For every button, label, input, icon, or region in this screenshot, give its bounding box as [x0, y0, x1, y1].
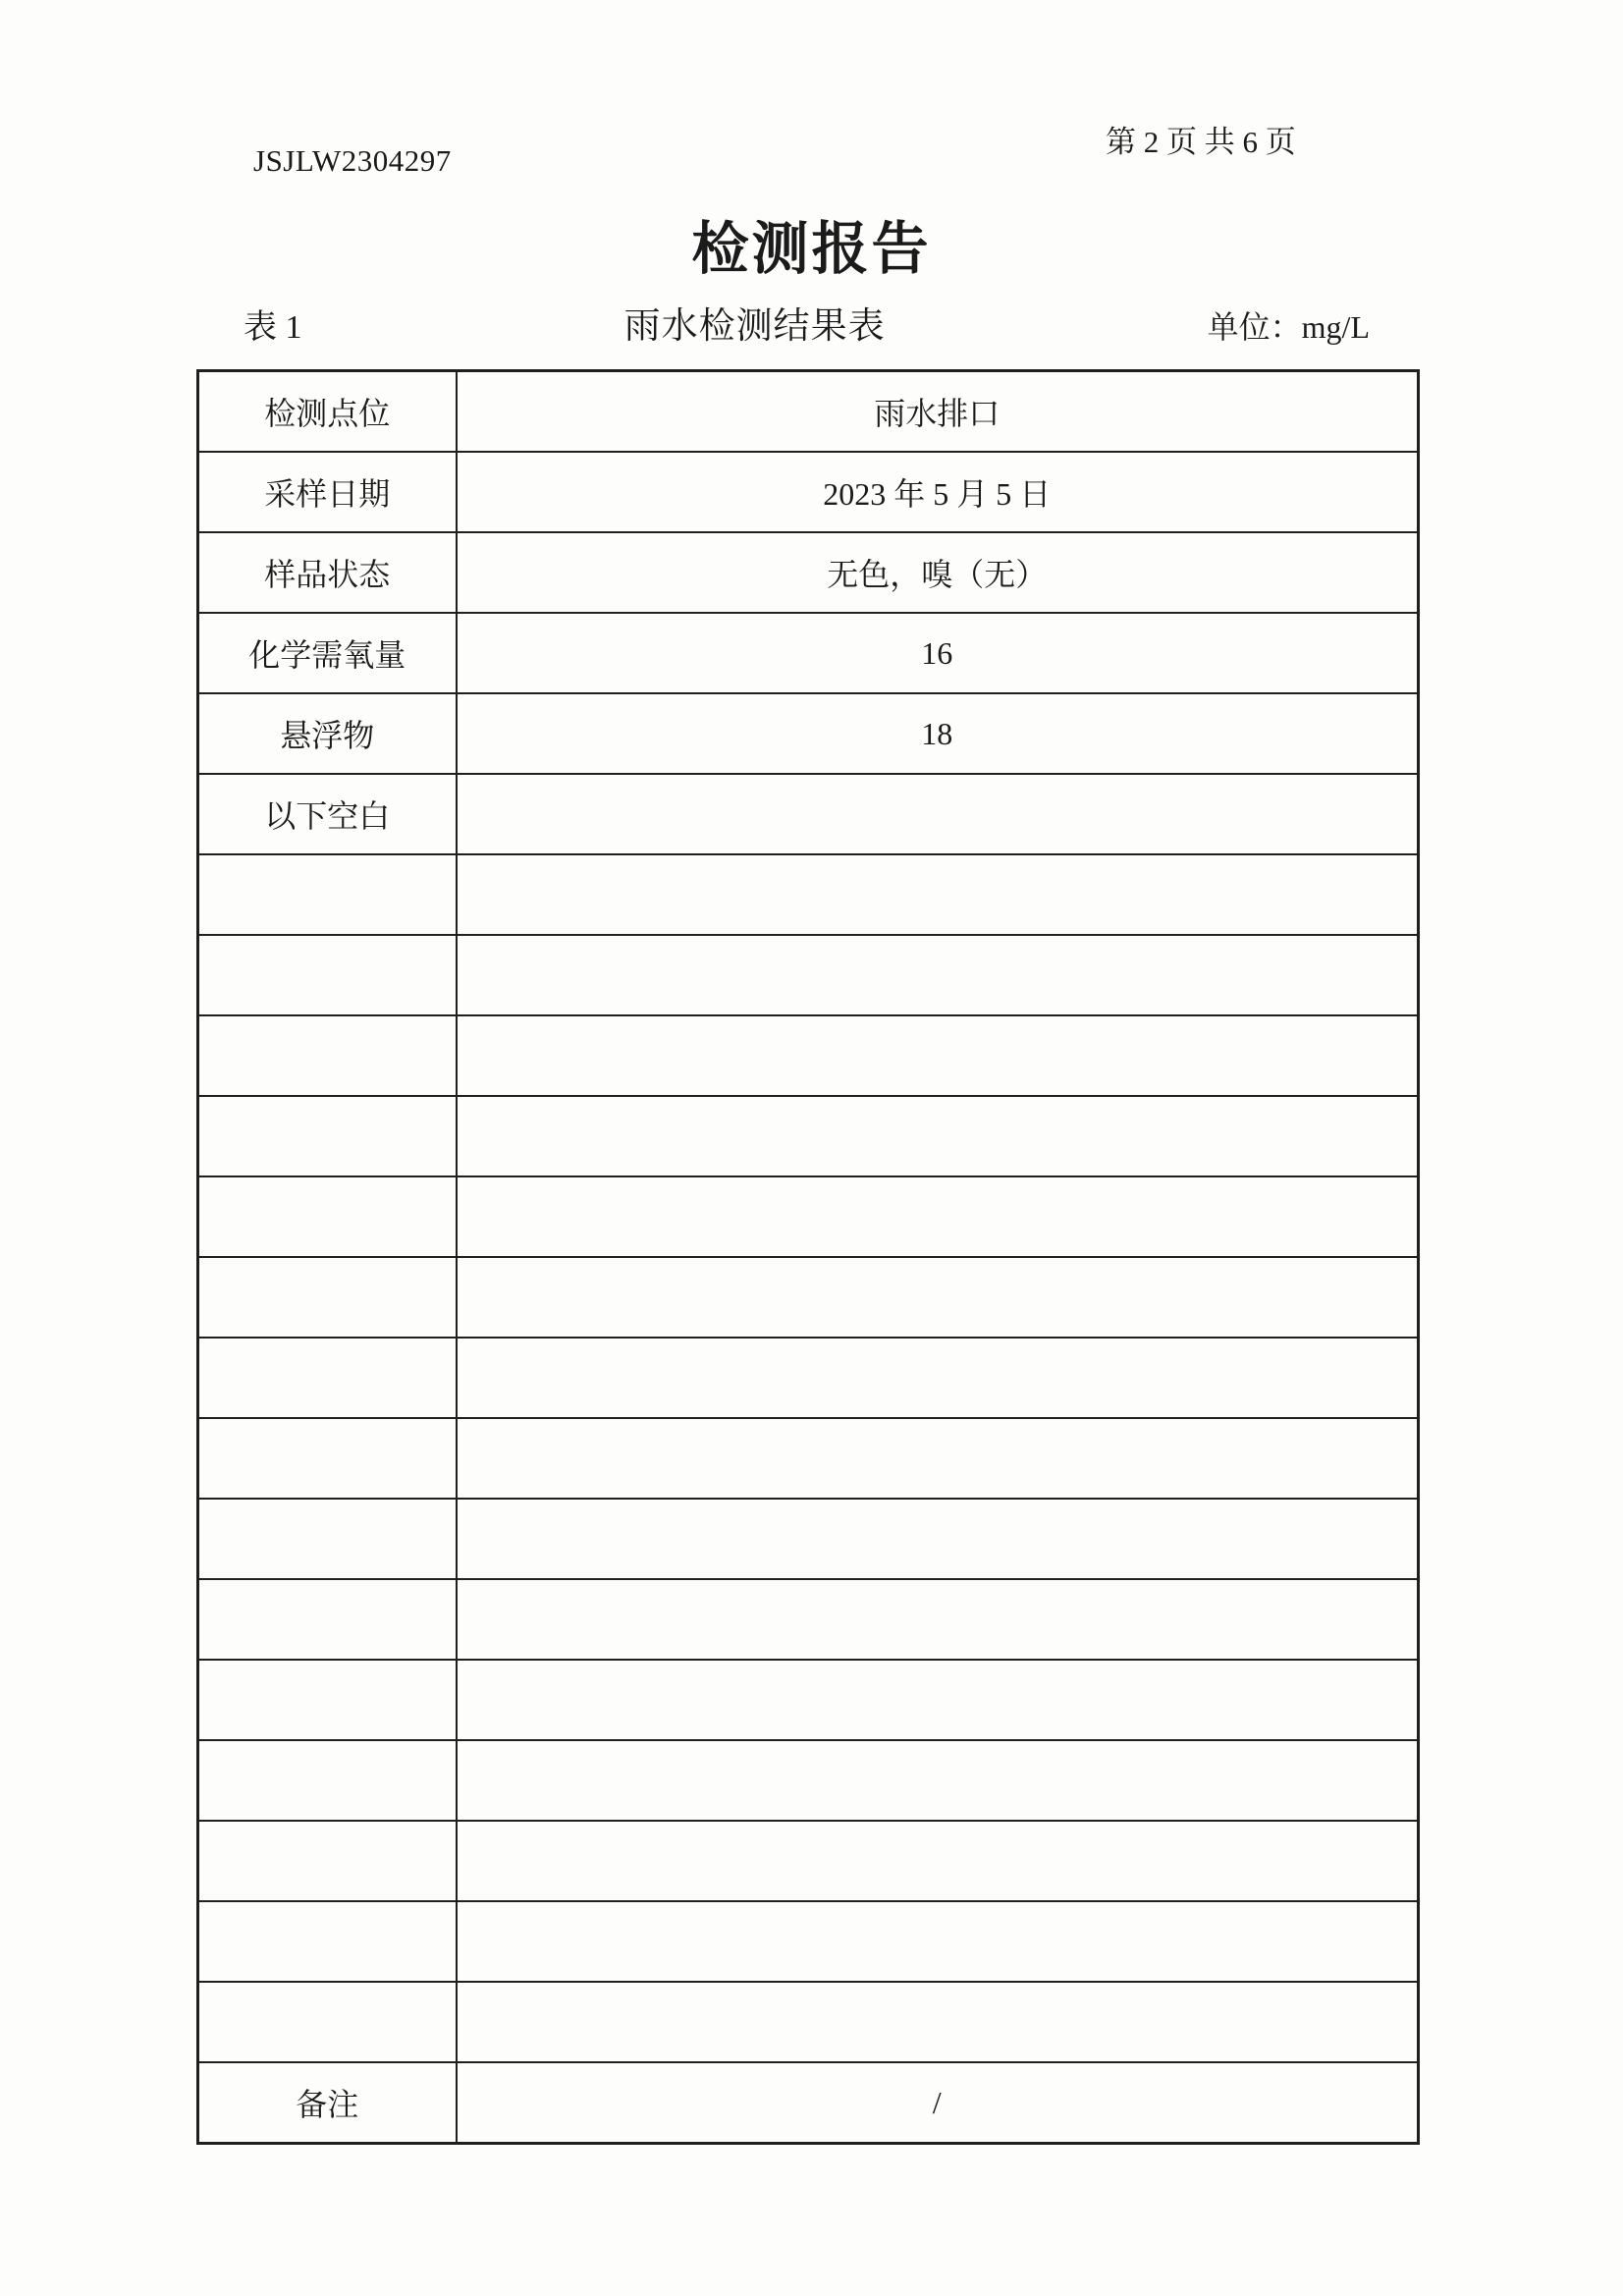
row-value-cell — [457, 1096, 1419, 1176]
table-row — [198, 1901, 1419, 1982]
results-table-body — [198, 371, 1419, 2144]
table-row — [198, 1579, 1419, 1660]
table-row — [198, 935, 1419, 1015]
table-row — [198, 693, 1419, 774]
row-value-cell — [457, 1338, 1419, 1418]
row-label-cell — [198, 935, 457, 1015]
row-value-cell — [457, 1499, 1419, 1579]
row-value-cell — [457, 1015, 1419, 1096]
row-label-cell — [198, 1176, 457, 1257]
row-label-cell — [198, 1338, 457, 1418]
row-label-cell — [198, 1499, 457, 1579]
row-value-cell: 无色，嗅（无） — [457, 532, 1419, 613]
row-label-cell: 备注 — [198, 2062, 457, 2144]
row-label-cell — [198, 1901, 457, 1982]
table-row — [198, 1982, 1419, 2062]
table-row — [198, 1176, 1419, 1257]
row-value-cell — [457, 1982, 1419, 2062]
row-label-cell — [198, 1257, 457, 1338]
table-row — [198, 774, 1419, 854]
table-row — [198, 854, 1419, 935]
row-value-cell: 18 — [457, 693, 1419, 774]
table-row — [198, 532, 1419, 613]
table-row — [198, 1660, 1419, 1740]
row-label-cell — [198, 1579, 457, 1660]
report-number: JSJLW2304297 — [253, 143, 452, 178]
row-label-cell: 采样日期 — [198, 452, 457, 532]
row-label-cell — [198, 1660, 457, 1740]
row-label-cell — [198, 1418, 457, 1499]
unit-label: 单位：mg/L — [1207, 309, 1370, 345]
row-value-cell — [457, 1821, 1419, 1901]
row-label-cell — [198, 1096, 457, 1176]
row-label-cell: 检测点位 — [198, 371, 457, 453]
table-row — [198, 1257, 1419, 1338]
row-value-cell — [457, 1579, 1419, 1660]
table-title: 雨水检测结果表 — [623, 306, 886, 347]
report-title: 检测报告 — [691, 217, 932, 281]
row-label-cell — [198, 1015, 457, 1096]
row-label-cell — [198, 1740, 457, 1821]
row-value-cell: 雨水排口 — [457, 371, 1419, 453]
table-row — [198, 613, 1419, 693]
row-value-cell — [457, 1176, 1419, 1257]
table-row — [198, 1821, 1419, 1901]
page-indicator: 第 2 页 共 6 页 — [1106, 125, 1296, 159]
row-value-cell: 2023 年 5 月 5 日 — [457, 452, 1419, 532]
row-value-cell: / — [457, 2062, 1419, 2144]
row-value-cell — [457, 1660, 1419, 1740]
row-label-cell — [198, 1982, 457, 2062]
table-row — [198, 1096, 1419, 1176]
results-table — [196, 369, 1420, 2145]
table-caption-row — [196, 296, 1417, 349]
row-value-cell — [457, 774, 1419, 854]
row-label-cell: 样品状态 — [198, 532, 457, 613]
row-label-cell — [198, 1821, 457, 1901]
row-label-cell: 化学需氧量 — [198, 613, 457, 693]
table-row — [198, 2062, 1419, 2144]
row-value-cell — [457, 1740, 1419, 1821]
row-label-cell: 以下空白 — [198, 774, 457, 854]
table-row — [198, 452, 1419, 532]
table-row — [198, 1740, 1419, 1821]
row-value-cell — [457, 854, 1419, 935]
table-row — [198, 1499, 1419, 1579]
table-row — [198, 1418, 1419, 1499]
table-row — [198, 1338, 1419, 1418]
row-value-cell: 16 — [457, 613, 1419, 693]
row-value-cell — [457, 1418, 1419, 1499]
table-row — [198, 1015, 1419, 1096]
table-number-label: 表 1 — [243, 309, 302, 346]
table-row — [198, 371, 1419, 453]
row-value-cell — [457, 1257, 1419, 1338]
row-label-cell: 悬浮物 — [198, 693, 457, 774]
row-label-cell — [198, 854, 457, 935]
row-value-cell — [457, 1901, 1419, 1982]
row-value-cell — [457, 935, 1419, 1015]
